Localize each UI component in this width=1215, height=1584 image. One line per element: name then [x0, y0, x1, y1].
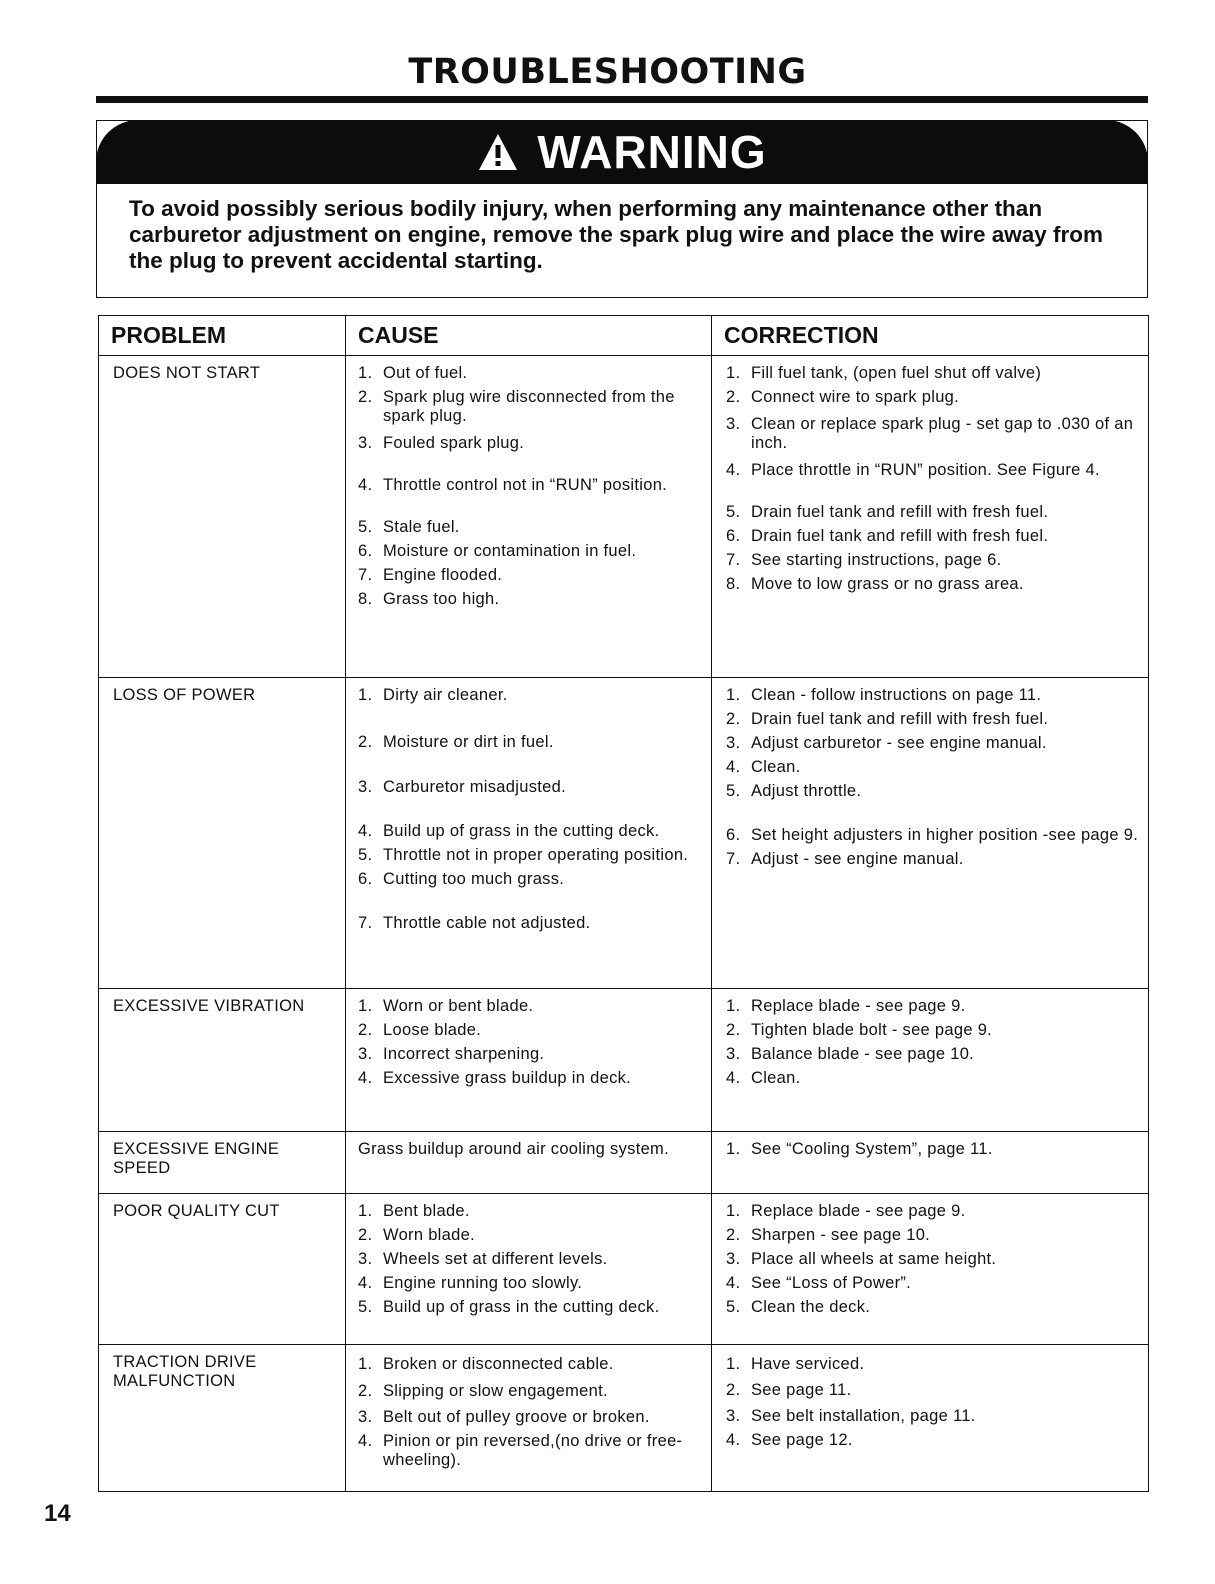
- list-item: [726, 686, 1142, 705]
- item-text: Fouled spark plug.: [383, 434, 525, 452]
- item-text: Place throttle in “RUN” position. See Figure 4.: [751, 461, 1100, 479]
- item-text: Drain fuel tank and refill with fresh fuel.: [751, 710, 1049, 728]
- cause-cell: [346, 356, 712, 678]
- cause-cell: [346, 989, 712, 1132]
- list-item: [358, 542, 705, 561]
- list-item: [358, 846, 705, 865]
- item-text: See page 11.: [751, 1381, 852, 1399]
- item-text: Adjust throttle.: [751, 782, 862, 800]
- page-title: TROUBLESHOOTING: [408, 52, 807, 92]
- list-item: [726, 1069, 1142, 1088]
- list-item: [358, 364, 705, 383]
- list-item: [726, 1140, 1142, 1159]
- item-number: 6.: [726, 527, 741, 545]
- list-item: [358, 1250, 705, 1269]
- list-item: [358, 1274, 705, 1293]
- title-rule: [96, 96, 1148, 103]
- item-number: 8.: [358, 590, 373, 608]
- item-text: Spark plug wire disconnected from the spark plug.: [383, 388, 675, 425]
- warning-label: WARNING: [537, 126, 767, 178]
- item-text: Bent blade.: [383, 1202, 470, 1220]
- item-number: 1.: [726, 1202, 741, 1220]
- item-number: 4.: [726, 758, 741, 776]
- item-text: Grass too high.: [383, 590, 500, 608]
- item-text: See “Loss of Power”.: [751, 1274, 912, 1292]
- item-text: Connect wire to spark plug.: [751, 388, 960, 406]
- item-number: 2.: [358, 733, 373, 751]
- list-item: [358, 518, 705, 537]
- list-item: [726, 710, 1142, 729]
- list-item: [726, 1021, 1142, 1040]
- correction-cell: [712, 1132, 1149, 1194]
- item-text: Set height adjusters in higher position -see page 9.: [751, 826, 1139, 844]
- table-row: [99, 1132, 1149, 1194]
- warning-triangle-icon: [477, 132, 519, 172]
- correction-cell: [712, 1345, 1149, 1492]
- item-number: 1.: [726, 1355, 741, 1373]
- correction-cell: [712, 678, 1149, 989]
- item-number: 4.: [726, 1274, 741, 1292]
- item-text: Throttle control not in “RUN” position.: [383, 476, 668, 494]
- header-problem: PROBLEM: [99, 316, 346, 356]
- item-text: Build up of grass in the cutting deck.: [383, 822, 660, 840]
- item-text: See “Cooling System”, page 11.: [751, 1140, 993, 1158]
- item-number: 4.: [358, 1069, 373, 1087]
- correction-list: [726, 997, 1142, 1088]
- list-item: [358, 1069, 705, 1088]
- item-number: 2.: [358, 1382, 373, 1400]
- cause-list: [358, 364, 705, 609]
- table-row: [99, 1345, 1149, 1492]
- item-text: Belt out of pulley groove or broken.: [383, 1408, 650, 1426]
- item-number: 7.: [726, 850, 741, 868]
- list-item: [726, 1298, 1142, 1317]
- item-text: Adjust - see engine manual.: [751, 850, 964, 868]
- correction-list: [726, 1355, 1142, 1450]
- list-item: [358, 1382, 705, 1401]
- table-row: [99, 1194, 1149, 1345]
- item-number: 3.: [358, 1408, 373, 1426]
- list-item: [726, 734, 1142, 753]
- item-text: Clean - follow instructions on page 11.: [751, 686, 1042, 704]
- list-item: [358, 1432, 705, 1470]
- problem-cell: DOES NOT START: [99, 356, 346, 678]
- list-item: [726, 1431, 1142, 1450]
- warning-box: [96, 120, 1148, 298]
- item-number: 2.: [726, 1381, 741, 1399]
- table-row: [99, 678, 1149, 989]
- item-number: 3.: [358, 778, 373, 796]
- item-number: 4.: [726, 461, 741, 479]
- list-item: [726, 503, 1142, 522]
- item-number: 2.: [726, 1021, 741, 1039]
- item-number: 1.: [358, 686, 373, 704]
- list-item: [358, 1045, 705, 1064]
- item-text: Slipping or slow engagement.: [383, 1382, 608, 1400]
- troubleshooting-table: [98, 315, 1149, 1492]
- item-number: 5.: [726, 1298, 741, 1316]
- item-number: 5.: [358, 846, 373, 864]
- item-number: 3.: [726, 1407, 741, 1425]
- cause-list: [358, 997, 705, 1088]
- item-text: Drain fuel tank and refill with fresh fuel.: [751, 503, 1049, 521]
- item-text: Engine flooded.: [383, 566, 503, 584]
- item-text: Clean.: [751, 758, 801, 776]
- list-item: [726, 758, 1142, 777]
- item-number: 1.: [358, 1355, 373, 1373]
- list-item: [726, 1250, 1142, 1269]
- item-number: 1.: [358, 364, 373, 382]
- cause-list: [358, 1355, 705, 1470]
- list-item: [358, 566, 705, 585]
- list-item: [726, 364, 1142, 383]
- item-number: 1.: [358, 1202, 373, 1220]
- item-number: 3.: [726, 1045, 741, 1063]
- item-text: Throttle cable not adjusted.: [383, 914, 591, 932]
- list-item: [358, 1298, 705, 1317]
- item-text: Replace blade - see page 9.: [751, 1202, 966, 1220]
- list-item: [726, 1274, 1142, 1293]
- list-item: [726, 1045, 1142, 1064]
- item-number: 6.: [358, 870, 373, 888]
- item-number: 2.: [726, 388, 741, 406]
- item-text: See belt installation, page 11.: [751, 1407, 976, 1425]
- item-text: Cutting too much grass.: [383, 870, 565, 888]
- list-item: [358, 1202, 705, 1221]
- list-item: [726, 1226, 1142, 1245]
- correction-list: [726, 1202, 1142, 1317]
- item-text: Engine running too slowly.: [383, 1274, 583, 1292]
- item-number: 3.: [726, 734, 741, 752]
- item-number: 8.: [726, 575, 741, 593]
- item-text: Sharpen - see page 10.: [751, 1226, 931, 1244]
- warning-banner: [96, 120, 1148, 184]
- item-number: 2.: [726, 1226, 741, 1244]
- item-number: 1.: [726, 364, 741, 382]
- item-text: Excessive grass buildup in deck.: [383, 1069, 632, 1087]
- item-text: Clean or replace spark plug - set gap to .030 of an inch.: [751, 415, 1134, 452]
- list-item: [726, 1355, 1142, 1374]
- correction-list: [726, 686, 1142, 869]
- cause-list: [358, 686, 705, 933]
- list-item: [726, 1407, 1142, 1426]
- item-text: Moisture or dirt in fuel.: [383, 733, 554, 751]
- list-item: [726, 575, 1142, 594]
- item-text: Dirty air cleaner.: [383, 686, 508, 704]
- list-item: [358, 476, 705, 495]
- correction-cell: [712, 989, 1149, 1132]
- list-item: [726, 997, 1142, 1016]
- item-number: 2.: [358, 388, 373, 406]
- item-text: Balance blade - see page 10.: [751, 1045, 975, 1063]
- table-row: [99, 989, 1149, 1132]
- item-text: Drain fuel tank and refill with fresh fuel.: [751, 527, 1049, 545]
- item-text: Tighten blade bolt - see page 9.: [751, 1021, 993, 1039]
- item-text: Moisture or contamination in fuel.: [383, 542, 637, 560]
- item-number: 6.: [358, 542, 373, 560]
- table-row: [99, 356, 1149, 678]
- item-number: 4.: [358, 822, 373, 840]
- list-item: [358, 1226, 705, 1245]
- list-item: [358, 590, 705, 609]
- item-text: Worn blade.: [383, 1226, 475, 1244]
- item-number: 4.: [358, 1274, 373, 1292]
- item-text: Carburetor misadjusted.: [383, 778, 566, 796]
- problem-cell: LOSS OF POWER: [99, 678, 346, 989]
- item-text: Worn or bent blade.: [383, 997, 534, 1015]
- cause-list: [358, 1202, 705, 1317]
- item-number: 5.: [358, 518, 373, 536]
- item-text: Fill fuel tank, (open fuel shut off valve): [751, 364, 1042, 382]
- list-item: [358, 822, 705, 841]
- correction-list: [726, 1140, 1142, 1159]
- list-item: [726, 388, 1142, 407]
- item-number: 3.: [358, 1045, 373, 1063]
- item-text: Adjust carburetor - see engine manual.: [751, 734, 1047, 752]
- item-number: 2.: [726, 710, 741, 728]
- item-number: 7.: [726, 551, 741, 569]
- item-text: Throttle not in proper operating position.: [383, 846, 689, 864]
- table-header-row: [99, 316, 1149, 356]
- item-text: Replace blade - see page 9.: [751, 997, 966, 1015]
- problem-cell: EXCESSIVE ENGINE SPEED: [99, 1132, 346, 1194]
- item-text: Out of fuel.: [383, 364, 468, 382]
- list-item: [726, 551, 1142, 570]
- item-text: Pinion or pin reversed,(no drive or free-wheeling).: [383, 1432, 683, 1469]
- list-item: [358, 1408, 705, 1427]
- list-item: [358, 1021, 705, 1040]
- item-text: Loose blade.: [383, 1021, 482, 1039]
- list-item: [726, 850, 1142, 869]
- item-number: 4.: [358, 1432, 373, 1450]
- list-item: [358, 388, 705, 426]
- cause-cell: [346, 678, 712, 989]
- item-number: 4.: [726, 1431, 741, 1449]
- item-text: Incorrect sharpening.: [383, 1045, 545, 1063]
- item-number: 1.: [358, 997, 373, 1015]
- list-item: [358, 870, 705, 889]
- list-item: [358, 1355, 705, 1374]
- item-number: 2.: [358, 1021, 373, 1039]
- list-item: [726, 1202, 1142, 1221]
- item-number: 1.: [726, 997, 741, 1015]
- item-number: 2.: [358, 1226, 373, 1244]
- item-number: 5.: [358, 1298, 373, 1316]
- correction-cell: [712, 1194, 1149, 1345]
- item-number: 4.: [358, 476, 373, 494]
- cause-note: Grass buildup around air cooling system.: [358, 1140, 669, 1158]
- problem-cell: TRACTION DRIVE MALFUNCTION: [99, 1345, 346, 1492]
- item-text: Wheels set at different levels.: [383, 1250, 608, 1268]
- item-number: 5.: [726, 503, 741, 521]
- list-item: [726, 527, 1142, 546]
- item-text: Clean.: [751, 1069, 801, 1087]
- list-item: [358, 778, 705, 797]
- warning-text: To avoid possibly serious bodily injury, when performing any maintenance other than carburetor adjustment on engine, remove the spark plug wire and place the wire away from the plug to prevent accidental starting.: [129, 196, 1104, 273]
- item-number: 4.: [726, 1069, 741, 1087]
- list-item: [358, 997, 705, 1016]
- cause-cell: [346, 1194, 712, 1345]
- cause-cell: [346, 1132, 712, 1194]
- item-number: 7.: [358, 914, 373, 932]
- problem-cell: EXCESSIVE VIBRATION: [99, 989, 346, 1132]
- item-number: 3.: [358, 1250, 373, 1268]
- header-cause: CAUSE: [346, 316, 712, 356]
- item-text: See page 12.: [751, 1431, 853, 1449]
- item-text: See starting instructions, page 6.: [751, 551, 1002, 569]
- cause-cell: [346, 1345, 712, 1492]
- item-text: Place all wheels at same height.: [751, 1250, 997, 1268]
- problem-cell: POOR QUALITY CUT: [99, 1194, 346, 1345]
- list-item: [358, 434, 705, 453]
- item-number: 3.: [358, 434, 373, 452]
- page-number: 14: [44, 1500, 71, 1527]
- item-number: 3.: [726, 1250, 741, 1268]
- item-text: Build up of grass in the cutting deck.: [383, 1298, 660, 1316]
- item-text: Move to low grass or no grass area.: [751, 575, 1024, 593]
- item-text: Clean the deck.: [751, 1298, 871, 1316]
- list-item: [726, 461, 1142, 480]
- item-number: 6.: [726, 826, 741, 844]
- item-text: Stale fuel.: [383, 518, 460, 536]
- correction-list: [726, 364, 1142, 594]
- item-number: 3.: [726, 415, 741, 433]
- list-item: [726, 1381, 1142, 1400]
- list-item: [726, 826, 1142, 845]
- item-text: Broken or disconnected cable.: [383, 1355, 614, 1373]
- item-number: 5.: [726, 782, 741, 800]
- list-item: [358, 686, 705, 705]
- item-number: 1.: [726, 686, 741, 704]
- correction-cell: [712, 356, 1149, 678]
- item-number: 1.: [726, 1140, 741, 1158]
- header-correction: CORRECTION: [712, 316, 1149, 356]
- item-text: Have serviced.: [751, 1355, 865, 1373]
- list-item: [726, 415, 1142, 453]
- list-item: [358, 733, 705, 752]
- item-number: 7.: [358, 566, 373, 584]
- list-item: [726, 782, 1142, 801]
- list-item: [358, 914, 705, 933]
